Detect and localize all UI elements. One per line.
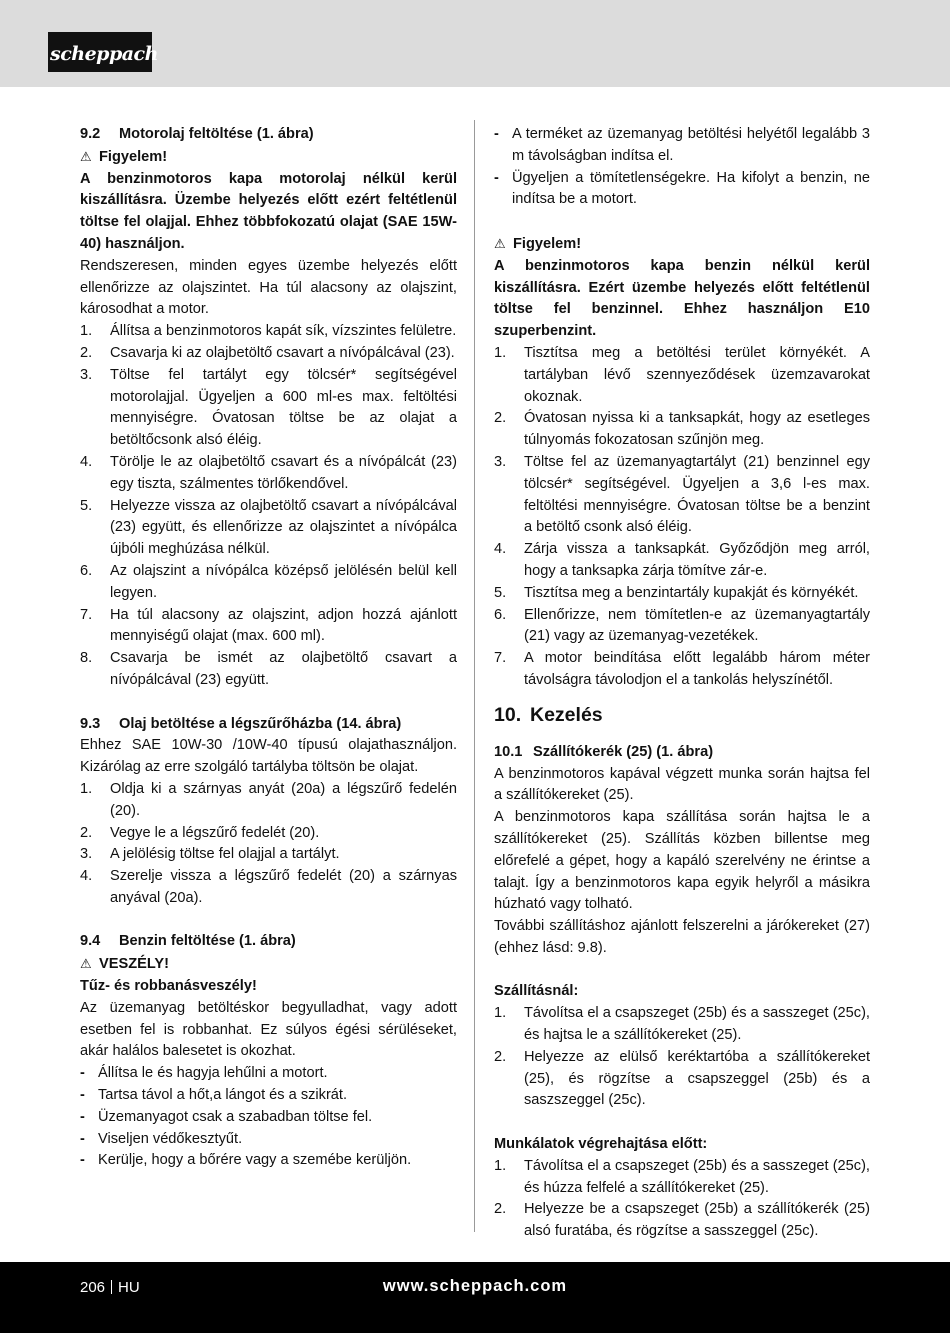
section-number: 9.2 <box>80 126 101 142</box>
air-filter-steps-list <box>80 779 457 910</box>
section-number: 9.3 <box>80 715 101 732</box>
transport-steps-list <box>494 1003 870 1112</box>
list-item: 8. Csavarja be ismét az olajbetöltő csavart a nívópálcával (23) együtt. <box>80 650 457 688</box>
list-item: 5. Helyezze vissza az olajbetöltő csavart a nívópálcával (23) együtt, és ellenőrizze az olajszintet a nívópálca újbóli meghúzása nélkül. <box>80 497 457 558</box>
safety-dash-list <box>80 1063 457 1172</box>
scheppach-logo: scheppach <box>48 32 152 72</box>
warning-triangle-icon: ⚠ <box>80 956 92 972</box>
list-item: 2. Óvatosan nyissa ki a tanksapkát, hogy az esetleges túlnyomás fokozatosan szűnjön meg. <box>494 410 870 449</box>
section-9-2-heading <box>80 124 457 146</box>
fuel-steps-list <box>494 343 870 692</box>
column-divider <box>474 120 475 1232</box>
dash-item: - Viseljen védőkesztyűt. <box>80 1130 243 1147</box>
section-title: Benzin feltöltése (1. ábra) <box>119 933 296 950</box>
list-item: 5. Tisztítsa meg a benzintartály kupakját és környékét. <box>494 584 859 601</box>
footer-bar <box>0 1262 950 1333</box>
warning-triangle-icon: ⚠ <box>80 148 92 164</box>
transport-heading: Szállításnál: <box>494 983 579 1000</box>
warning-text: A benzinmotoros kapa benzin nélkül kerül kiszállításra. Ezért üzembe helyezés előtt feltétlenül töltse fel benzinnel. Ehhez használjon E10 szuperbenzint. <box>494 257 870 340</box>
section-title: Motorolaj feltöltése (1. ábra) <box>119 126 314 142</box>
paragraph: Az üzemanyag betöltéskor begyulladhat, vagy adott esetben fel is robbanhat. Ez súlyos égési sérüléseket, akár halálos balesetet is okozhat. <box>80 999 457 1060</box>
dash-item: - Tartsa távol a hőt,a lángot és a szikrát. <box>80 1087 348 1104</box>
list-item: 2. Helyezze be a csapszeget (25b) a szállítókerék (25) alsó furatába, és rögzítse a sasszeggel (25c). <box>494 1201 870 1240</box>
safety-dash-list <box>494 124 870 211</box>
dash-item: - Állítsa le és hagyja lehűlni a motort. <box>80 1065 328 1082</box>
page-number: 206 HU <box>80 1279 140 1296</box>
list-item: 2. Helyezze az elülső keréktartóba a szállítókereket (25), és rögzítse a csapszeggel (25b) és a saszszeggel (25c). <box>494 1048 870 1109</box>
dash-item: - Kerülje, hogy a bőrére vagy a szemébe kerüljön. <box>80 1152 412 1169</box>
section-9-3-heading <box>80 714 457 736</box>
oil-steps-list <box>80 321 457 692</box>
chapter-title: Kezelés <box>530 703 603 726</box>
list-item: 2. Csavarja ki az olajbetöltő csavart a nívópálcával (23). <box>80 344 455 361</box>
left-column <box>80 124 457 1172</box>
danger-heading: ⚠ VESZÉLY! <box>80 953 457 976</box>
list-item: 1. Állítsa a benzinmotoros kapát sík, vízszintes felületre. <box>80 323 457 340</box>
list-item: 1. Oldja ki a szárnyas anyát (20a) a légszűrő fedelén (20). <box>80 780 457 819</box>
list-item: 1. Távolítsa el a csapszeget (25b) és a sasszeget (25c), és húzza felfelé a szállítókereket (25). <box>494 1157 870 1196</box>
website-url: www.scheppach.com <box>382 1277 568 1295</box>
paragraph: A benzinmotoros kapával végzett munka során hajtsa fel a szállítókereket (25). <box>494 765 870 804</box>
section-number: 9.4 <box>80 933 101 950</box>
list-item: 4. Zárja vissza a tanksapkát. Győződjön meg arról, hogy a tanksapka zárja tömítve zár-e. <box>494 541 870 579</box>
work-heading: Munkálatok végrehajtása előtt: <box>494 1136 708 1153</box>
list-item: 7. A motor beindítása előtt legalább három méter távolságra távolodjon el a tankolás helyszínétől. <box>494 650 870 688</box>
warning-triangle-icon: ⚠ <box>494 235 506 251</box>
section-title: Olaj betöltése a légszűrőházba (14. ábra) <box>119 715 402 732</box>
list-item: 4. Törölje le az olajbetöltő csavart és a nívópálcát (23) egy tiszta, szálmentes törlőkendővel. <box>80 453 457 492</box>
dash-item: - Ügyeljen a tömítetlenségekre. Ha kifolyt a benzin, ne indítsa be a motort. <box>494 169 870 208</box>
chapter-10-heading <box>494 702 870 728</box>
section-9-4-heading <box>80 931 457 953</box>
list-item: 1. Távolítsa el a csapszeget (25b) és a sasszeget (25c), és hajtsa le a szállítókereket (25). <box>494 1005 870 1044</box>
danger-subheading: Tűz- és robbanásveszély! <box>80 978 257 995</box>
list-item: 3. Töltse fel az üzemanyagtartályt (21) benzinnel egy tölcsér* segítségével. Ügyeljen a 3,6 l-es max. feltöltési mennyiségre. Óvatosan töltse be a benzint a betöltő csonk alsó éléig. <box>494 453 870 536</box>
work-steps-list <box>494 1156 870 1243</box>
list-item: 4. Szerelje vissza a légszűrő fedelét (20) a szárnyas anyával (20a). <box>80 868 457 906</box>
warning-heading: ⚠ Figyelem! <box>494 233 870 256</box>
warning-heading: ⚠ Figyelem! <box>80 146 457 169</box>
paragraph: A benzinmotoros kapa szállítása során hajtsa le a szállítókereket (25). Szállítás közben billentse meg előrefelé a gépet, hogy a kapáló szerelvény ne érintse a talajt. Így a benzinmotoros kapa egyik helyről a másikra húzható vagy tolható. <box>494 809 870 913</box>
paragraph: További szállításhoz ajánlott felszerelni a járókereket (27) (ehhez lásd: 9.8). <box>494 918 870 956</box>
paragraph: Ehhez SAE 10W-30 /10W-40 típusú olajathasználjon. Kizárólag az erre szolgáló tartályba töltsön be olajat. <box>80 737 457 776</box>
list-item: 7. Ha túl alacsony az olajszint, adjon hozzá ajánlott mennyiségű olajat (max. 600 ml). <box>80 606 457 645</box>
paragraph: Rendszeresen, minden egyes üzembe helyezés előtt ellenőrizze az olajszintet. Ha túl alacsony az olajszint, károsodhat a motor. <box>80 257 457 318</box>
list-item: 3. A jelölésig töltse fel olajjal a tartályt. <box>80 846 340 863</box>
list-item: 6. Ellenőrizze, nem tömítetlen-e az üzemanyagtartály (21) vagy az üzemanyag-vezetékek. <box>494 606 870 645</box>
section-number: 10.1 <box>494 743 523 760</box>
list-item: 1. Tisztítsa meg a betöltési terület környékét. A tartályban lévő szennyeződések üzemzavarokat okoznak. <box>494 344 870 405</box>
list-item: 2. Vegye le a légszűrő fedelét (20). <box>80 824 320 841</box>
right-column <box>494 124 870 1243</box>
warning-text: A benzinmotoros kapa motorolaj nélkül kerül kiszállításra. Üzembe helyezés előtt ezért feltétlenül töltse fel olajjal. Ehhez többfokozatú olajat (SAE 15W-40) használjon. <box>80 170 457 252</box>
list-item: 3. Töltse fel tartályt egy tölcsér* segítségével motorolajjal. Ügyeljen a 600 ml-es max. feltöltési mennyiségre. Óvatosan töltse be az olajat a betöltőcsonk alsó éléig. <box>80 366 457 449</box>
section-10-1-heading <box>494 742 870 764</box>
list-item: 6. Az olajszint a nívópálca középső jelölésén belül kell legyen. <box>80 562 457 601</box>
dash-item: - A terméket az üzemanyag betöltési helyétől legalább 3 m távolságban indítsa el. <box>494 126 870 164</box>
language-code: HU <box>118 1279 140 1296</box>
section-title: Szállítókerék (25) (1. ábra) <box>533 743 714 760</box>
header-bar <box>0 0 950 87</box>
dash-item: - Üzemanyagot csak a szabadban töltse fel. <box>80 1108 373 1125</box>
chapter-number: 10. <box>494 703 522 726</box>
